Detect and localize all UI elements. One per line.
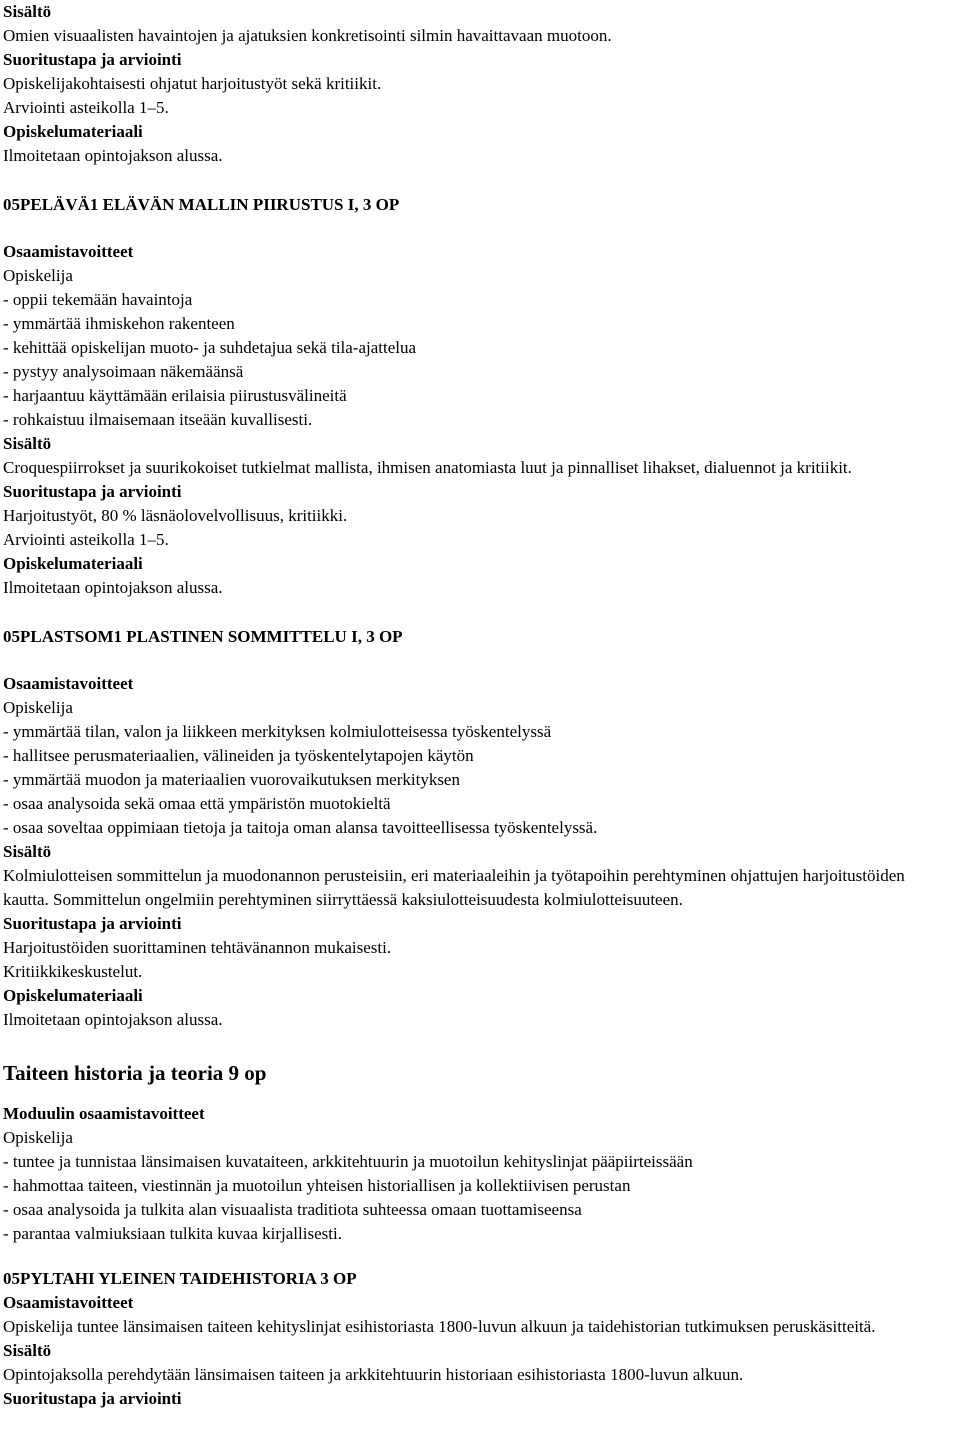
materiaali-text: Ilmoitetaan opintojakson alussa. xyxy=(3,578,223,597)
goal-item: - parantaa valmiuksiaan tulkita kuvaa kirjallisesti. xyxy=(3,1224,342,1243)
materiaali-text: Ilmoitetaan opintojakson alussa. xyxy=(3,1010,223,1029)
heading-suoritustapa: Suoritustapa ja arviointi xyxy=(3,482,182,501)
heading-osaamistavoitteet: Osaamistavoitteet xyxy=(3,674,134,693)
goal-item: - osaa analysoida ja tulkita alan visuaalista traditiota suhteessa omaan tuottamiseensa xyxy=(3,1200,582,1219)
goal-item: - osaa analysoida sekä omaa että ympäristön muotokieltä xyxy=(3,794,391,813)
goal-item: - ymmärtää ihmiskehon rakenteen xyxy=(3,314,235,333)
goal-item: - rohkaistuu ilmaisemaan itseään kuvallisesti. xyxy=(3,410,313,429)
sisalto-text: Kolmiulotteisen sommittelun ja muodonannon perusteisiin, eri materiaaleihin ja työtapoihin perehtyminen ohjattujen harjoitustöiden kautta. Sommittelun ongelmiin perehtyminen siirryttäessä kaksiulotteisuudesta kolmiulotteisuuteen. xyxy=(3,866,905,909)
suoritustapa-line: Arviointi asteikolla 1–5. xyxy=(3,530,169,549)
opiskelija-label: Opiskelija xyxy=(3,1128,73,1147)
heading-suoritustapa: Suoritustapa ja arviointi xyxy=(3,914,182,933)
goal-item: - kehittää opiskelijan muoto- ja suhdetajua sekä tila-ajattelua xyxy=(3,338,417,357)
heading-suoritustapa: Suoritustapa ja arviointi xyxy=(3,1389,182,1408)
heading-suoritustapa: Suoritustapa ja arviointi xyxy=(3,50,182,69)
section-course-pelava1 xyxy=(3,193,960,600)
heading-opiskelumateriaali: Opiskelumateriaali xyxy=(3,986,143,1005)
suoritustapa-line: Kritiikkikeskustelut. xyxy=(3,962,143,981)
heading-opiskelumateriaali: Opiskelumateriaali xyxy=(3,122,143,141)
section-module-taiteen-historia xyxy=(3,1059,960,1246)
osaamistavoitteet-text: Opiskelija tuntee länsimaisen taiteen kehityslinjat esihistoriasta 1800-luvun alkuun ja taidehistorian tutkimuksen peruskäsitteitä. xyxy=(3,1317,876,1336)
heading-osaamistavoitteet: Osaamistavoitteet xyxy=(3,1293,134,1312)
sisalto-text: Opintojaksolla perehdytään länsimaisen taiteen ja arkkitehtuurin historiaan esihistoriasta 1800-luvun alkuun. xyxy=(3,1365,744,1384)
goal-item: - ymmärtää muodon ja materiaalien vuorovaikutuksen merkityksen xyxy=(3,770,460,789)
materiaali-text: Ilmoitetaan opintojakson alussa. xyxy=(3,146,223,165)
course-title: 05PYLTAHI YLEINEN TAIDEHISTORIA 3 OP xyxy=(3,1269,357,1288)
heading-sisalto: Sisältö xyxy=(3,2,52,21)
course-title: 05PELÄVÄ1 ELÄVÄN MALLIN PIIRUSTUS I, 3 OP xyxy=(3,195,400,214)
heading-sisalto: Sisältö xyxy=(3,1341,52,1360)
goal-item: - oppii tekemään havaintoja xyxy=(3,290,193,309)
heading-sisalto: Sisältö xyxy=(3,842,52,861)
section-course-plastsom1 xyxy=(3,625,960,1032)
module-title: Taiteen historia ja teoria 9 op xyxy=(3,1061,267,1085)
course-title: 05PLASTSOM1 PLASTINEN SOMMITTELU I, 3 OP xyxy=(3,627,403,646)
suoritustapa-line: Opiskelijakohtaisesti ohjatut harjoitustyöt sekä kritiikit. xyxy=(3,74,382,93)
section-previous-course-end xyxy=(3,0,960,168)
sisalto-text: Omien visuaalisten havaintojen ja ajatuksien konkretisointi silmin havaittavaan muotoon. xyxy=(3,26,612,45)
goal-item: - hallitsee perusmateriaalien, välineiden ja työskentelytapojen käytön xyxy=(3,746,474,765)
opiskelija-label: Opiskelija xyxy=(3,266,73,285)
sisalto-text: Croquespiirrokset ja suurikokoiset tutkielmat mallista, ihmisen anatomiasta luut ja pinnalliset lihakset, dialuennot ja kritiikit. xyxy=(3,458,852,477)
goal-item: - pystyy analysoimaan näkemäänsä xyxy=(3,362,244,381)
opiskelija-label: Opiskelija xyxy=(3,698,73,717)
goal-item: - ymmärtää tilan, valon ja liikkeen merkityksen kolmiulotteisessa työskentelyssä xyxy=(3,722,552,741)
suoritustapa-line: Harjoitustyöt, 80 % läsnäolovelvollisuus, kritiikki. xyxy=(3,506,348,525)
goal-item: - harjaantuu käyttämään erilaisia piirustusvälineitä xyxy=(3,386,347,405)
heading-osaamistavoitteet: Osaamistavoitteet xyxy=(3,242,134,261)
goal-item: - osaa soveltaa oppimiaan tietoja ja taitoja oman alansa tavoitteellisessa työskentelyssä. xyxy=(3,818,598,837)
section-course-pyltahi xyxy=(3,1267,960,1411)
heading-opiskelumateriaali: Opiskelumateriaali xyxy=(3,554,143,573)
heading-moduulin-osaamistavoitteet: Moduulin osaamistavoitteet xyxy=(3,1104,205,1123)
goal-item: - hahmottaa taiteen, viestinnän ja muotoilun yhteisen historiallisen ja kollektiivisen perustan xyxy=(3,1176,631,1195)
suoritustapa-line: Harjoitustöiden suorittaminen tehtävänannon mukaisesti. xyxy=(3,938,392,957)
heading-sisalto: Sisältö xyxy=(3,434,52,453)
suoritustapa-line: Arviointi asteikolla 1–5. xyxy=(3,98,169,117)
goal-item: - tuntee ja tunnistaa länsimaisen kuvataiteen, arkkitehtuurin ja muotoilun kehityslinjat pääpiirteissään xyxy=(3,1152,693,1171)
